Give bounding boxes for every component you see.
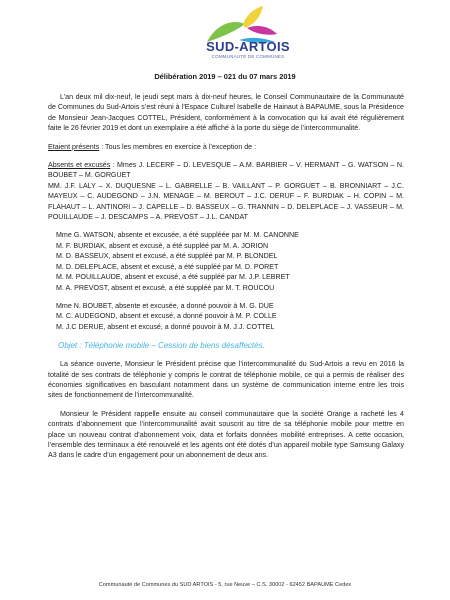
logo-name: SUD-ARTOIS bbox=[206, 39, 290, 54]
paragraph-seance: La séance ouverte, Monsieur le Président précise que l’intercommunalité du Sud-Artois a revu en 2016 la totalité de ses contrats de téléphonie y compris le contrat de téléphonie mobile, ce qui a permis de réaliser des économies significatives en basculant notamment dans un système de communication interne entre les trois sites de fonctionnement de l’intercommunalité. bbox=[48, 360, 404, 400]
suppleant-line: M. M. POUILLAUDE, absent et excusé, a été suppléé par M. J.P. LEBRET bbox=[56, 273, 290, 282]
objet-heading: Objet : Téléphonie mobile – Cession de biens désaffectés. bbox=[58, 341, 265, 351]
suppleant-line: M. D. BASSEUX, absent et excusé, a été suppléé par M. P. BLONDEL bbox=[56, 252, 278, 261]
pouvoir-line: M. C. AUDEGOND, absent et excusé, a donné pouvoir à M. P. COLLE bbox=[56, 312, 277, 321]
pouvoir-line: M. J.C DERUE, absent et excusé, a donné pouvoir à M. J.J. COTTEL bbox=[56, 322, 275, 331]
sud-artois-logo bbox=[185, 4, 297, 66]
document-body bbox=[48, 92, 404, 461]
suppleants-list bbox=[48, 230, 404, 292]
suppleant-line: M. F. BURDIAK, absent et excusé, a été suppléé par M. A. JORION bbox=[56, 241, 269, 250]
suppleant-line: M. D. DELEPLACE, absent et excusé, a été suppléé par M. D. PORET bbox=[56, 262, 279, 271]
absents-women: : Mmes J. LECERF – D. LEVESQUE – A.M. BARBIER – V. HERMANT – G. WATSON – N. BOUBET – M. GORGUET bbox=[48, 161, 404, 180]
pouvoirs-list bbox=[48, 301, 404, 332]
paragraph-orange: Monsieur le Président rappelle ensuite au conseil communautaire que la société Orange a racheté les 4 contrats d’abonnement que l’intercommunalité avait souscrit au titre de sa téléphonie mobile pour mettre en place un nouveau contrat d’abonnement voix, data et forfaits données mobilité entreprises. A cette occasion, l’ensemble des terminaux a été renouvelé et les agents ont été dotés d’un appareil mobile type Samsung Galaxy A3 dans le cadre d’un engagement pour un abonnement de deux ans. bbox=[48, 409, 404, 460]
intro-paragraph: L’an deux mil dix-neuf, le jeudi sept mars à dix-neuf heures, le Conseil Communautaire de la Communauté de Communes du Sud-Artois s’est réuni à l’Espace Culturel Isabelle de Hainaut à BAPAUME, sous la Présidence de Monsieur Jean-Jacques COTTEL, Président, conformément à la convocation qui lui avait été régulièrement faite le 26 février 2019 et dont un exemplaire a été affiché à la porte du siège de l’intercommunalité. bbox=[48, 93, 404, 133]
suppleant-line: Mme G. WATSON, absente et excusée, a été suppléée par M. M. CANONNE bbox=[56, 231, 299, 240]
suppleant-line: M. A. PREVOST, absent et excusé, a été suppléé par M. T. ROUCOU bbox=[56, 283, 275, 292]
deliberation-title: Délibération 2019 – 021 du 07 mars 2019 bbox=[154, 72, 296, 81]
presents-line bbox=[48, 142, 404, 152]
logo-subtitle: COMMUNAUTÉ DE COMMUNES bbox=[211, 54, 285, 59]
presents-text: : Tous les membres en exercice à l’exception de : bbox=[99, 142, 257, 151]
pouvoir-line: Mme N. BOUBET, absente et excusée, a donné pouvoir à M. G. DUE bbox=[56, 301, 274, 310]
absents-line bbox=[48, 160, 404, 181]
absents-men: MM. J.F. LALY – X. DUQUESNE – L. GABRELLE – B. VAILLANT – P. GORGUET – B. BRONNIART – J.C. MAYEUX – C. AUDEGOND – J.N. MENAGE – M. BEROUT – J.C. DERUF – F. BURDIAK – H. COPIN – M. FLAHAUT – L. ANTINORI – J. CAPELLE – D. BASSEUX – G. TRANNIN – D. DELEPLACE – J. VASSEUR – M. POUILLAUDE – J. DESCAMPS – A. PREVOST – J.L. CANDAT bbox=[48, 181, 404, 222]
page-footer: Communauté de Communes du SUD ARTOIS - 5, rue Neuve – C.S. 30002 - 62452 BAPAUME Cedex bbox=[98, 582, 352, 588]
logo-emblem-icon bbox=[185, 4, 297, 44]
absents-label: Absents et excusés bbox=[48, 161, 111, 170]
presents-label: Etaient présents bbox=[48, 142, 100, 151]
